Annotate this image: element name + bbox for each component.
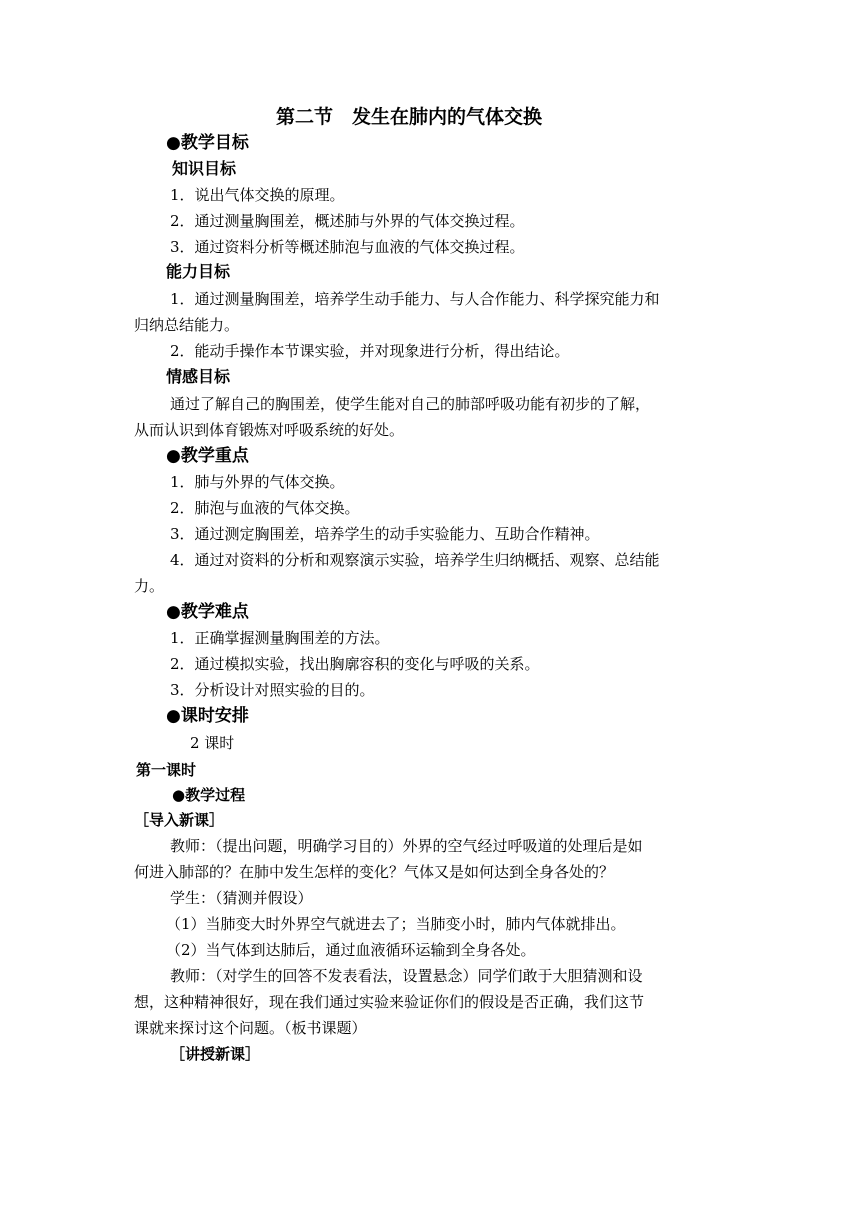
knowledge-item: 2．通过测量胸围差，概述肺与外界的气体交换过程。: [170, 212, 525, 230]
key-item: 3．通过测定胸围差，培养学生的动手实验能力、互助合作精神。: [170, 525, 600, 543]
key-heading: ●教学重点: [166, 446, 249, 466]
key-item: 2．肺泡与血液的气体交换。: [170, 499, 360, 517]
schedule-heading: ●课时安排: [166, 706, 249, 726]
intro-paragraph: 想，这种精神很好，现在我们通过实验来验证你们的假设是否正确，我们这节: [134, 993, 645, 1011]
ability-heading: 能力目标: [166, 262, 231, 281]
ability-item: 1．通过测量胸围差，培养学生动手能力、与人合作能力、科学探究能力和: [170, 290, 660, 308]
page-title: 第二节 发生在肺内的气体交换: [276, 106, 543, 128]
difficulty-heading: ●教学难点: [166, 602, 249, 622]
intro-paragraph: 教师：（对学生的回答不发表看法，设置悬念）同学们敢于大胆猜测和设: [170, 967, 643, 985]
intro-paragraph: （1）当肺变大时外界空气就进去了；当肺变小时，肺内气体就排出。: [166, 915, 626, 933]
ability-item: 2．能动手操作本节课实验，并对现象进行分析，得出结论。: [170, 342, 570, 360]
schedule-value: 2 课时: [190, 734, 235, 752]
intro-heading: ［导入新课］: [134, 811, 225, 829]
difficulty-item: 3．分析设计对照实验的目的。: [170, 681, 375, 699]
lecture-heading: ［讲授新课］: [170, 1045, 261, 1063]
emotion-heading: 情感目标: [166, 367, 231, 386]
first-lesson-label: 第一课时: [136, 761, 197, 779]
key-item: 1．肺与外界的气体交换。: [170, 473, 345, 491]
process-heading: ●教学过程: [172, 786, 246, 804]
intro-paragraph: 学生：（猜测并假设）: [170, 889, 313, 907]
knowledge-heading: 知识目标: [172, 159, 237, 178]
emotion-item: 通过了解自己的胸围差，使学生能对自己的肺部呼吸功能有初步的了解，: [170, 395, 651, 413]
goals-heading: ●教学目标: [166, 133, 249, 153]
intro-paragraph: 课就来探讨这个问题。（板书课题）: [134, 1019, 367, 1037]
key-item: 力。: [134, 577, 165, 595]
ability-item: 归纳总结能力。: [134, 316, 240, 334]
intro-paragraph: 何进入肺部的？在肺中发生怎样的变化？气体又是如何达到全身各处的？: [134, 863, 615, 881]
emotion-item: 从而认识到体育锻炼对呼吸系统的好处。: [134, 421, 405, 439]
difficulty-item: 1．正确掌握测量胸围差的方法。: [170, 629, 390, 647]
intro-paragraph: （2）当气体到达肺后，通过血液循环运输到全身各处。: [166, 941, 536, 959]
knowledge-item: 1．说出气体交换的原理。: [170, 186, 345, 204]
knowledge-item: 3．通过资料分析等概述肺泡与血液的气体交换过程。: [170, 238, 525, 256]
intro-paragraph: 教师：（提出问题，明确学习目的）外界的空气经过呼吸道的处理后是如: [170, 837, 643, 855]
key-item: 4．通过对资料的分析和观察演示实验，培养学生归纳概括、观察、总结能: [170, 551, 660, 569]
difficulty-item: 2．通过模拟实验，找出胸廓容积的变化与呼吸的关系。: [170, 655, 540, 673]
